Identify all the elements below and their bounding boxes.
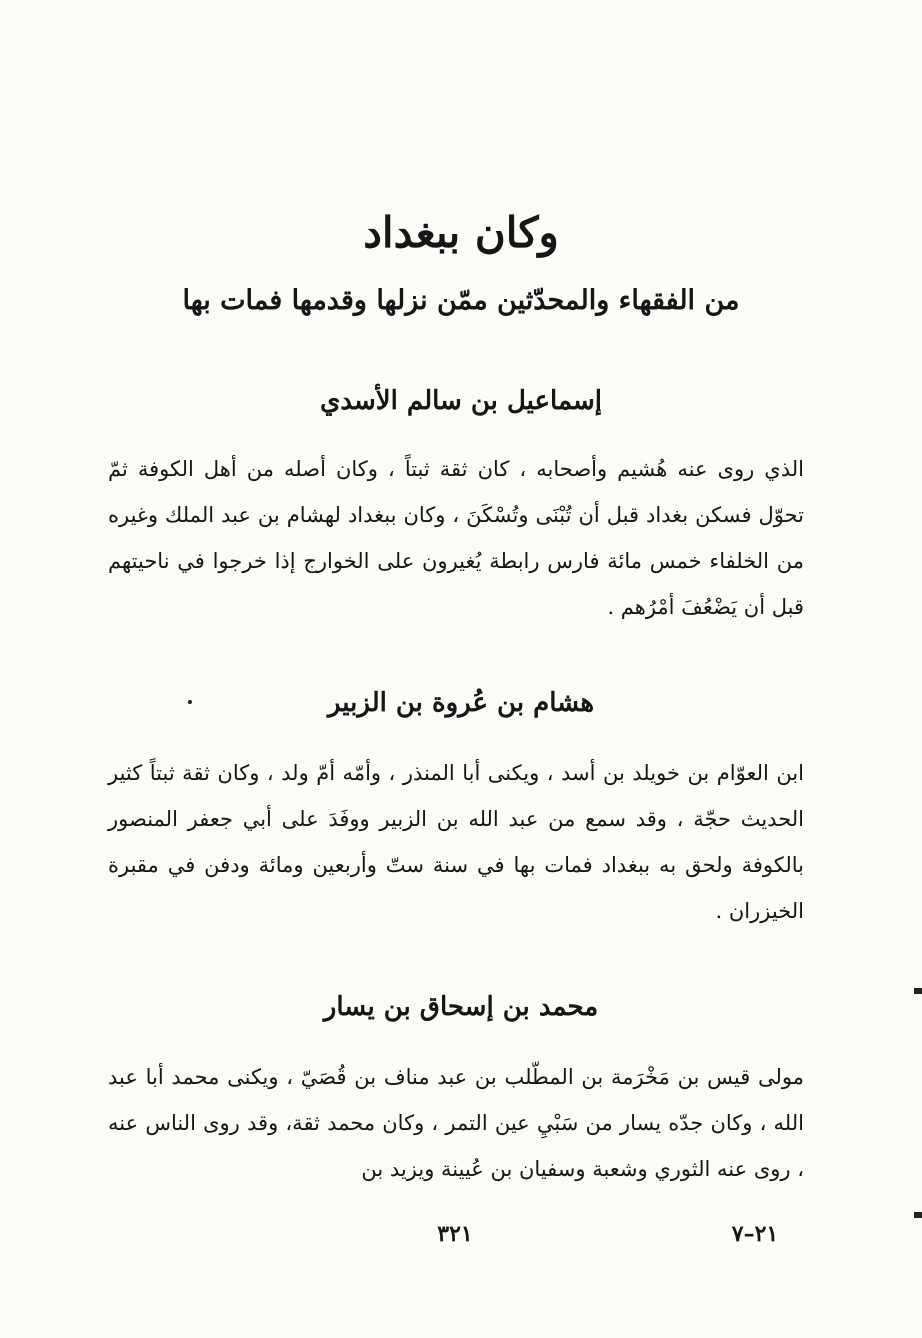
margin-mark [914, 988, 922, 994]
entry-heading-hisham: هشام بن عُروة بن الزبير [327, 688, 595, 718]
printer-signature: ٢١–٧ [731, 1221, 779, 1247]
chapter-title: وكان ببغداد [363, 208, 559, 257]
stray-dot [188, 700, 192, 704]
entry-body-hisham: ابن العوّام بن خويلد بن أسد ، ويكنى أبا المنذر ، وأمّه أمّ ولد ، وكان ثقة ثبتاً كثير الحديث حجّة ، وقد سمع من عبد الله بن الزبير ووفَدَ على أبي جعفر المنصور بالكوفة ولحق به ببغداد فمات بها في سنة ستّ وأربعين ومائة ودفن في مقبرة الخيزران . [108, 761, 804, 923]
entry-body-muhammad: مولى قيس بن مَخْرَمة بن المطّلب بن عبد مناف بن قُصَيّ ، ويكنى محمد أبا عبد الله ، وكان جدّه يسار من سَبْيِ عين التمر ، وكان محمد ثقة، وقد روى الناس عنه ، روى عنه الثوري وشعبة وسفيان بن عُيينة ويزيد بن [108, 1065, 804, 1181]
margin-mark [914, 1212, 922, 1218]
page-number: ٣٢١ [437, 1221, 473, 1247]
entry-heading-muhammad: محمد بن إسحاق بن يسار [323, 992, 599, 1022]
chapter-subtitle: من الفقهاء والمحدّثين ممّن نزلها وقدمها فمات بها [182, 285, 740, 316]
entry-body-ismail: الذي روى عنه هُشيم وأصحابه ، كان ثقة ثبتاً ، وكان أصله من أهل الكوفة ثمّ تحوّل فسكن بغداد قبل أن تُبْنَى وتُسْكَنَ ، وكان ببغداد لهشام بن عبد الملك وغيره من الخلفاء خمس مائة فارس رابطة يُغيرون على الخوارج إذا خرجوا في ناحيتهم قبل أن يَضْعُفَ أمْرُهم . [108, 457, 804, 619]
entry-heading-ismail: إسماعيل بن سالم الأسدي [320, 386, 602, 416]
